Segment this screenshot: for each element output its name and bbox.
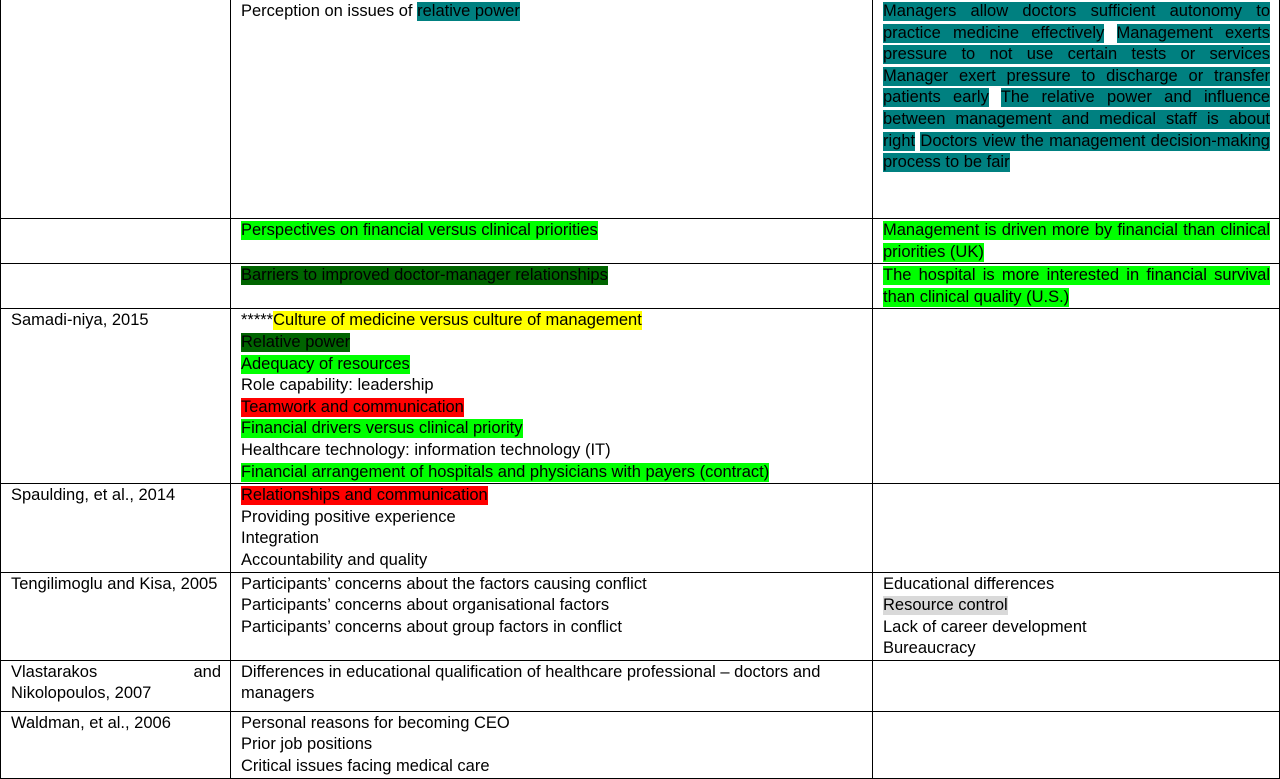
theme-item: Healthcare technology: information technology (IT)	[241, 440, 611, 459]
theme-item: Prior job positions	[241, 735, 373, 754]
theme-item: Financial arrangement of hospitals and physicians with payers (contract)	[241, 462, 770, 481]
theme-highlight: relative power	[417, 2, 520, 20]
finding-item: Management exerts pressure to not use certain tests or services	[883, 23, 1270, 64]
themes-cell: Differences in educational qualification of healthcare professional – doctors and managers	[231, 660, 873, 711]
theme-item: Teamwork and communication	[241, 397, 464, 416]
findings-cell	[873, 572, 1280, 660]
themes-cell	[231, 219, 873, 264]
author-cell	[1, 0, 231, 219]
table-row	[1, 309, 1280, 484]
theme-highlight: Barriers to improved doctor-manager relationships	[241, 266, 608, 285]
theme-item: Financial drivers versus clinical priority	[241, 419, 523, 438]
table-row	[1, 572, 1280, 660]
theme-item: Providing positive experience	[241, 507, 456, 526]
author-cell	[1, 264, 231, 309]
themes-cell	[231, 484, 873, 572]
theme-item: Participants’ concerns about group factors in conflict	[241, 617, 622, 636]
theme-item: Culture of medicine versus culture of management	[273, 311, 642, 330]
themes-cell	[231, 264, 873, 309]
table-row	[1, 264, 1280, 309]
finding-item: The hospital is more interested in financial survival than clinical quality (U.S.)	[883, 266, 1270, 306]
finding-item: Lack of career development	[883, 617, 1087, 636]
table-row	[1, 219, 1280, 264]
table-row	[1, 660, 1280, 711]
findings-cell	[873, 219, 1280, 264]
theme-prefix: *****	[241, 311, 274, 330]
author-cell: Samadi-niya, 2015	[1, 309, 231, 484]
theme-item: Critical issues facing medical care	[241, 757, 490, 776]
finding-item: Doctors view the management decision-making process to be fair	[883, 131, 1270, 172]
theme-item: Relationships and communication	[241, 486, 488, 505]
author-cell: Vlastarakos and Nikolopoulos, 2007	[1, 660, 231, 711]
theme-item: Adequacy of resources	[241, 354, 410, 373]
finding-item: Educational differences	[883, 574, 1055, 593]
themes-cell	[231, 572, 873, 660]
finding-item: Manager exert pressure to discharge or transfer patients early	[883, 66, 1270, 107]
theme-highlight: Perspectives on financial versus clinical priorities	[241, 221, 598, 239]
theme-item: Personal reasons for becoming CEO	[241, 713, 510, 732]
theme-item: Integration	[241, 529, 319, 548]
findings-cell	[873, 711, 1280, 778]
themes-cell	[231, 0, 873, 219]
themes-cell	[231, 309, 873, 484]
theme-item: Accountability and quality	[241, 550, 428, 569]
theme-item: Participants’ concerns about organisational factors	[241, 596, 610, 615]
theme-text: Perception on issues of	[241, 2, 418, 20]
author-cell: Tengilimoglu and Kisa, 2005	[1, 572, 231, 660]
author-cell	[1, 219, 231, 264]
finding-item: Managers allow doctors sufficient autonomy to practice medicine effectively	[883, 2, 1270, 42]
findings-cell	[873, 484, 1280, 572]
theme-item: Role capability: leadership	[241, 376, 434, 395]
table-row	[1, 484, 1280, 572]
theme-item: Relative power	[241, 332, 351, 351]
table-row	[1, 0, 1280, 219]
finding-item: The relative power and influence between management and medical staff is about right	[883, 88, 1270, 150]
author-cell: Waldman, et al., 2006	[1, 711, 231, 778]
themes-cell	[231, 711, 873, 778]
findings-cell	[873, 0, 1280, 219]
author-cell: Spaulding, et al., 2014	[1, 484, 231, 572]
finding-item: Management is driven more by financial than clinical priorities (UK)	[883, 221, 1270, 261]
findings-cell	[873, 660, 1280, 711]
theme-item: Participants’ concerns about the factors causing conflict	[241, 574, 647, 593]
table-row	[1, 711, 1280, 778]
finding-item: Resource control	[883, 596, 1008, 615]
finding-item: Bureaucracy	[883, 639, 976, 658]
findings-cell	[873, 264, 1280, 309]
findings-cell	[873, 309, 1280, 484]
